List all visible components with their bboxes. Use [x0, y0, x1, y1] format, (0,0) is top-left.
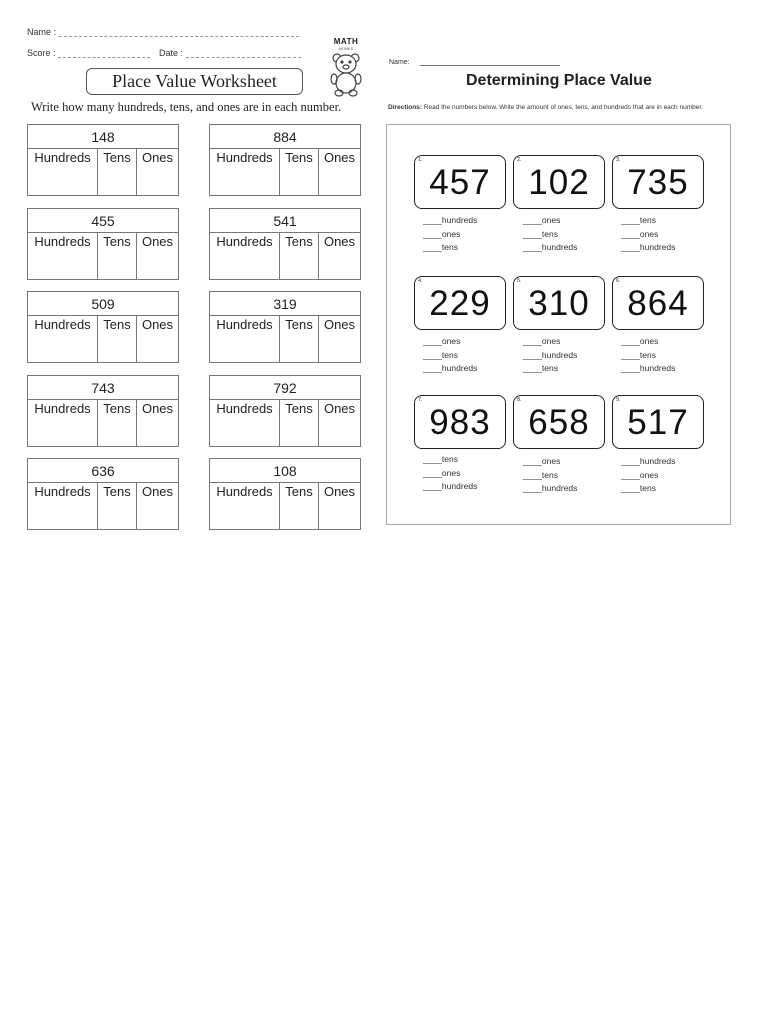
- tens-cell[interactable]: Tens: [280, 316, 319, 362]
- problem-index: 6.: [616, 278, 621, 284]
- place-value-box: [27, 291, 179, 363]
- answer-line[interactable]: ____ ones: [621, 228, 675, 242]
- ones-cell[interactable]: Ones: [141, 401, 174, 416]
- number-card: [513, 276, 605, 330]
- problem-index: 8.: [517, 397, 522, 403]
- hundreds-cell[interactable]: Hundreds: [28, 316, 98, 362]
- date-blank[interactable]: [186, 50, 301, 58]
- problem-number: 658: [528, 403, 590, 442]
- answer-line[interactable]: ____ tens: [523, 362, 577, 376]
- answer-line[interactable]: ____ tens: [423, 349, 477, 363]
- box-number: 743: [28, 376, 178, 400]
- worksheet-title: Place Value Worksheet: [86, 68, 303, 95]
- hundreds-cell[interactable]: Hundreds: [28, 233, 98, 279]
- answer-line[interactable]: ____ tens: [423, 453, 477, 467]
- date-label: Date :: [159, 48, 184, 58]
- answer-lines: [523, 455, 577, 496]
- answer-line[interactable]: ____ ones: [523, 455, 577, 469]
- tens-cell[interactable]: Tens: [98, 400, 137, 446]
- answer-line[interactable]: ____ hundreds: [621, 455, 675, 469]
- place-value-box: [209, 458, 361, 530]
- ones-cell[interactable]: Ones: [323, 234, 356, 249]
- answer-line[interactable]: ____ ones: [423, 335, 477, 349]
- place-value-worksheet: [0, 0, 380, 540]
- number-card: [414, 276, 506, 330]
- ones-cell[interactable]: Ones: [323, 401, 356, 416]
- answer-line[interactable]: ____ tens: [423, 241, 477, 255]
- place-value-box: [27, 124, 179, 196]
- box-number: 884: [210, 125, 360, 149]
- score-blank[interactable]: [58, 50, 150, 58]
- box-number: 319: [210, 292, 360, 316]
- number-card: [513, 395, 605, 449]
- tens-cell[interactable]: Tens: [98, 149, 137, 195]
- problem-index: 9.: [616, 397, 621, 403]
- box-number: 455: [28, 209, 178, 233]
- tens-cell[interactable]: Tens: [98, 483, 137, 529]
- number-card: [414, 395, 506, 449]
- ones-cell[interactable]: Ones: [141, 150, 174, 165]
- tens-cell[interactable]: Tens: [280, 233, 319, 279]
- ones-cell[interactable]: Ones: [323, 484, 356, 499]
- answer-lines: [621, 455, 675, 496]
- score-label: Score :: [27, 48, 56, 58]
- answer-line[interactable]: ____ hundreds: [423, 480, 477, 494]
- answer-line[interactable]: ____ ones: [523, 335, 577, 349]
- place-value-box: [209, 208, 361, 280]
- answer-line[interactable]: ____ hundreds: [523, 349, 577, 363]
- box-number: 541: [210, 209, 360, 233]
- tens-cell[interactable]: Tens: [280, 400, 319, 446]
- place-value-box: [27, 208, 179, 280]
- hundreds-cell[interactable]: Hundreds: [210, 233, 280, 279]
- problem-number: 229: [429, 284, 491, 323]
- answer-line[interactable]: ____ tens: [523, 469, 577, 483]
- answer-lines: [621, 214, 675, 255]
- ones-cell[interactable]: Ones: [323, 317, 356, 332]
- directions: [388, 104, 723, 112]
- answer-lines: [423, 214, 477, 255]
- name-field: [27, 27, 299, 37]
- hundreds-cell[interactable]: Hundreds: [210, 483, 280, 529]
- worksheet-instruction: Write how many hundreds, tens, and ones are in each number.: [31, 100, 342, 114]
- tens-cell[interactable]: Tens: [98, 233, 137, 279]
- logo-text: MATH: [333, 37, 359, 46]
- number-card: [612, 276, 704, 330]
- answer-lines: [423, 335, 477, 376]
- answer-line[interactable]: ____ hundreds: [621, 241, 675, 255]
- problem-number: 983: [429, 403, 491, 442]
- directions-text: Read the numbers below. Write the amount of ones, tens, and hundreds that are in each number.: [423, 104, 703, 111]
- box-number: 148: [28, 125, 178, 149]
- problem-index: 1.: [418, 157, 423, 163]
- answer-lines: [423, 453, 477, 494]
- place-value-box: [209, 291, 361, 363]
- hundreds-cell[interactable]: Hundreds: [210, 316, 280, 362]
- hundreds-cell[interactable]: Hundreds: [28, 483, 98, 529]
- problems-panel: [386, 124, 731, 525]
- number-card: [612, 395, 704, 449]
- hundreds-cell[interactable]: Hundreds: [28, 149, 98, 195]
- logo-subtext: MONKS: [338, 46, 354, 51]
- ones-cell[interactable]: Ones: [323, 150, 356, 165]
- problem-number: 102: [528, 163, 590, 202]
- hundreds-cell[interactable]: Hundreds: [210, 149, 280, 195]
- answer-line[interactable]: ____ tens: [621, 214, 675, 228]
- problem-index: 2.: [517, 157, 522, 163]
- name-blank[interactable]: [59, 29, 299, 37]
- teddy-bear-icon: [328, 51, 364, 97]
- answer-line[interactable]: ____ ones: [621, 469, 675, 483]
- problem-index: 7.: [418, 397, 423, 403]
- answer-lines: [523, 214, 577, 255]
- box-number: 792: [210, 376, 360, 400]
- answer-line[interactable]: ____ ones: [423, 228, 477, 242]
- problem-number: 735: [627, 163, 689, 202]
- tens-cell[interactable]: Tens: [280, 483, 319, 529]
- box-number: 108: [210, 459, 360, 483]
- name-label: Name :: [27, 27, 57, 37]
- ones-cell[interactable]: Ones: [141, 317, 174, 332]
- answer-line[interactable]: ____ hundreds: [523, 241, 577, 255]
- problem-index: 5.: [517, 278, 522, 284]
- answer-line[interactable]: ____ ones: [621, 335, 675, 349]
- answer-line[interactable]: ____ tens: [523, 228, 577, 242]
- score-field: [27, 48, 150, 58]
- ones-cell[interactable]: Ones: [141, 234, 174, 249]
- math-monks-logo: [326, 38, 366, 102]
- answer-line[interactable]: ____ ones: [423, 467, 477, 481]
- number-card: [513, 155, 605, 209]
- number-card: [414, 155, 506, 209]
- right-name-label: Name:: [389, 59, 410, 66]
- box-number: 636: [28, 459, 178, 483]
- answer-lines: [621, 335, 675, 376]
- problem-index: 4.: [418, 278, 423, 284]
- box-number: 509: [28, 292, 178, 316]
- problem-number: 517: [627, 403, 689, 442]
- directions-label: Directions:: [388, 104, 422, 111]
- problem-number: 864: [627, 284, 689, 323]
- answer-line[interactable]: ____ hundreds: [621, 362, 675, 376]
- answer-line[interactable]: ____ hundreds: [523, 482, 577, 496]
- right-name-blank[interactable]: [420, 60, 560, 66]
- problem-number: 457: [429, 163, 491, 202]
- answer-line[interactable]: ____ tens: [621, 482, 675, 496]
- hundreds-cell[interactable]: Hundreds: [28, 400, 98, 446]
- problem-number: 310: [528, 284, 590, 323]
- answer-line[interactable]: ____ hundreds: [423, 362, 477, 376]
- tens-cell[interactable]: Tens: [280, 149, 319, 195]
- number-card: [612, 155, 704, 209]
- answer-line[interactable]: ____ ones: [523, 214, 577, 228]
- ones-cell[interactable]: Ones: [141, 484, 174, 499]
- answer-lines: [523, 335, 577, 376]
- problem-index: 3.: [616, 157, 621, 163]
- answer-line[interactable]: ____ hundreds: [423, 214, 477, 228]
- right-worksheet-title: Determining Place Value: [466, 72, 652, 89]
- hundreds-cell[interactable]: Hundreds: [210, 400, 280, 446]
- right-name-field: [389, 59, 560, 66]
- place-value-box: [209, 375, 361, 447]
- place-value-box: [27, 375, 179, 447]
- place-value-box: [209, 124, 361, 196]
- date-field: [159, 48, 301, 58]
- place-value-box: [27, 458, 179, 530]
- answer-line[interactable]: ____ tens: [621, 349, 675, 363]
- tens-cell[interactable]: Tens: [98, 316, 137, 362]
